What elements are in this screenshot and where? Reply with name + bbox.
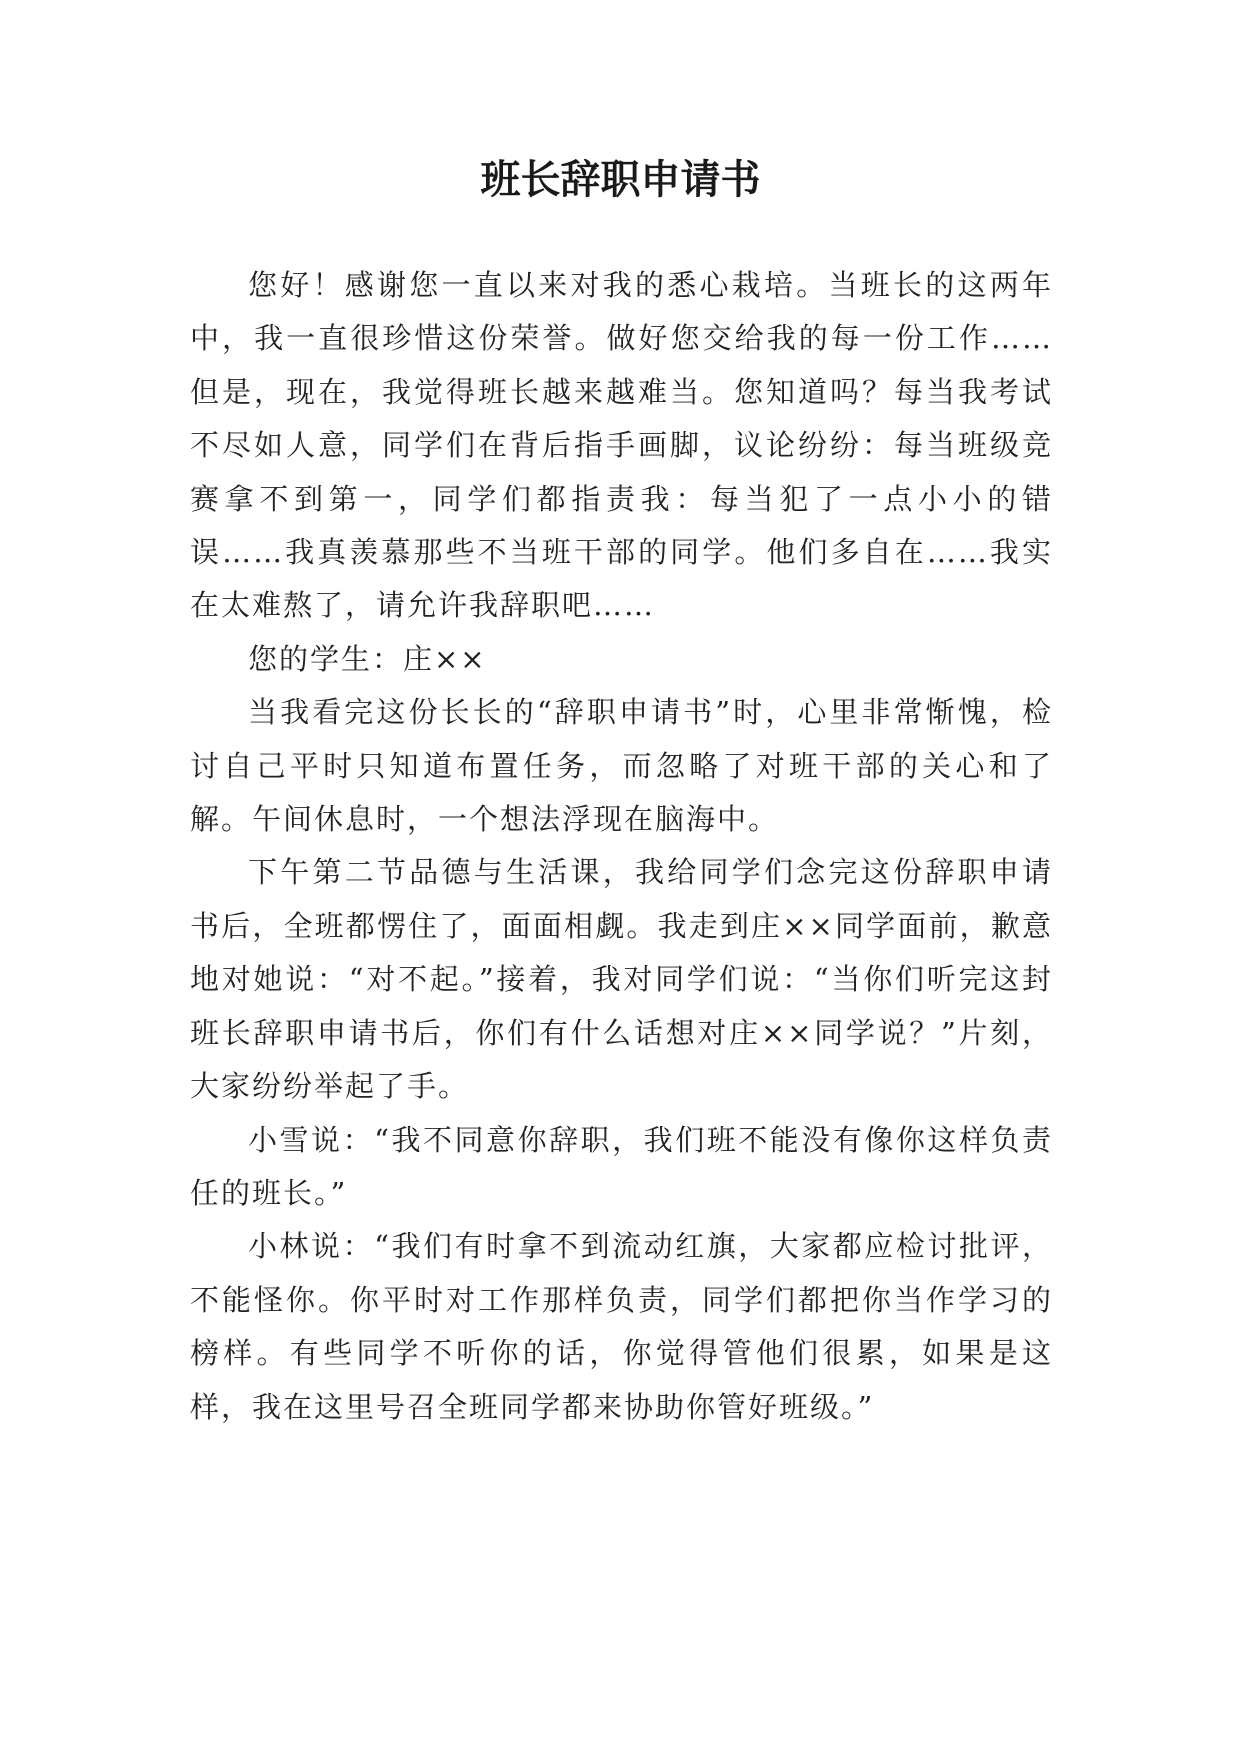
paragraph-xiaolin-response: 小林说：“我们有时拿不到流动红旗，大家都应检讨批评，不能怪你。你平时对工作那样负责，同学们都把你当作学习的榜样。有些同学不听你的话，你觉得管他们很累，如果是这样，我在这里号召全班同学都来协助你管好班级。” bbox=[190, 1229, 1053, 1424]
paragraph-signature: 您的学生：庄×× bbox=[248, 641, 487, 676]
paragraph-teacher-reflection: 当我看完这份长长的“辞职申请书”时，心里非常惭愧，检讨自己平时只知道布置任务，而忽略了对班干部的关心和了解。午间休息时，一个想法浮现在脑海中。 bbox=[190, 695, 1053, 837]
paragraph-letter-body: 您好！感谢您一直以来对我的悉心栽培。当班长的这两年中，我一直很珍惜这份荣誉。做好您交给我的每一份工作……但是，现在，我觉得班长越来越难当。您知道吗？每当我考试不尽如人意，同学们在背后指手画脚，议论纷纷：每当班级竞赛拿不到第一，同学们都指责我：每当犯了一点小小的错误……我真羡慕那些不当班干部的同学。他们多自在……我实在太难熬了，请允许我辞职吧…… bbox=[190, 268, 1053, 623]
document-body bbox=[190, 259, 1053, 1434]
document-title: 班长辞职申请书 bbox=[480, 156, 761, 203]
paragraph-class-reading: 下午第二节品德与生活课，我给同学们念完这份辞职申请书后，全班都愣住了，面面相觑。我走到庄××同学面前，歉意地对她说：“对不起。”接着，我对同学们说：“当你们听完这封班长辞职申请书后，你们有什么话想对庄××同学说？”片刻，大家纷纷举起了手。 bbox=[190, 855, 1053, 1104]
paragraph-xiaoxue-response: 小雪说：“我不同意你辞职，我们班不能没有像你这样负责任的班长。” bbox=[190, 1122, 1053, 1210]
